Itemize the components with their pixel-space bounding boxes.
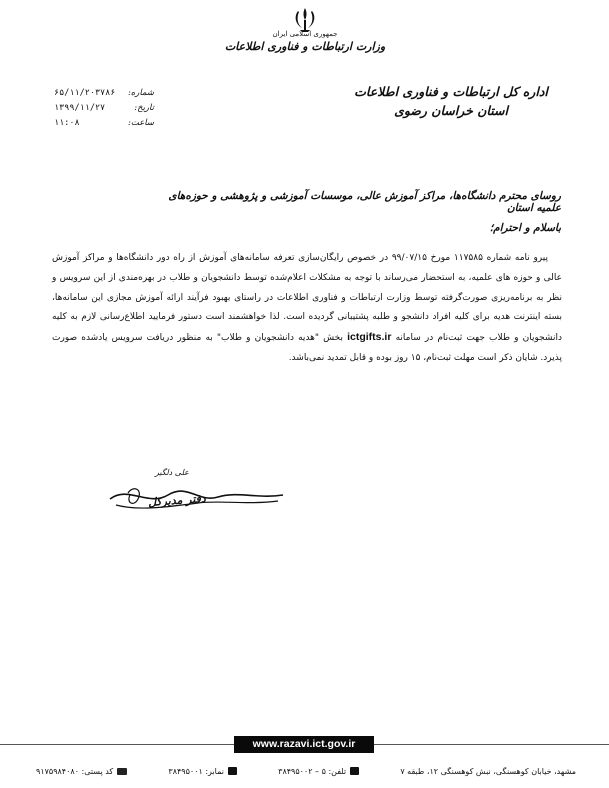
- letter-time-label: ساعت:: [128, 118, 154, 128]
- phone-icon: [350, 767, 359, 775]
- body-text-part1: پیرو نامه شماره ۱۱۷۵۸۵ مورخ ۹۹/۰۷/۱۵ در خصوص رایگان‌سازی تعرفه سامانه‌های آموزش از راه دور دانشگاه‌ها و مراکز آموزش عالی و حوزه های علمیه، به استحضار می‌رساند با توجه به مشکلات اعلام‌شده توسط دانشجویان و طلاب در بهره‌مندی از این سرویس و نظر به برنامه‌ریزی صورت‌گرفته توسط وزارت ارتباطات و فناوری اطلاعات در راستای بهبود فرآیند ارائه آموزش مجازی این سامانه‌ها، بسته اینترنت هدیه برای کلیه افراد دانشجو و طلبه پشتیبانی گردیده است. لذا خواهشمند است دستور فرمایید اطلاع‌رسانی لازم به کلیه دانشجویان و طلاب جهت ثبت‌نام در سامانه: [52, 253, 562, 344]
- letter-meta: [54, 86, 154, 131]
- address-text: مشهد، خیابان کوهسنگی، نبش کوهسنگی ۱۲، طبقه ۷: [400, 766, 576, 776]
- ministry-header: [180, 30, 430, 53]
- footer-fax: [168, 767, 237, 776]
- greeting-line: باسلام و احترام؛: [489, 222, 561, 234]
- envelope-icon: [117, 768, 127, 775]
- ictgifts-link[interactable]: ictgifts.ir: [347, 331, 392, 344]
- footer-contact: [36, 764, 576, 778]
- letter-number-row: [54, 86, 154, 101]
- ministry-name: وزارت ارتباطات و فناوری اطلاعات: [224, 40, 386, 53]
- signatory-title: دفتر مدیرکل: [147, 492, 207, 509]
- body-paragraph: [52, 249, 562, 369]
- signatory-name: علی دلگیر: [155, 468, 189, 477]
- letter-date-label: تاریخ:: [134, 103, 154, 113]
- recipients-line: روسای محترم دانشگاه‌ها، مراکز آموزش عالی، موسسات آموزشی و پژوهشی و حوزه‌های علمیه استان: [168, 190, 561, 214]
- letter-time: ۱۱:۰۸: [54, 118, 80, 128]
- fax-text: نمابر: ۳۸۴۹۵۰۰۱: [168, 766, 224, 776]
- phone-text: تلفن: ۵ – ۳۸۴۹۵۰۰۲: [278, 766, 347, 776]
- office-header: [341, 84, 561, 118]
- letter-number-label: شماره:: [127, 88, 154, 98]
- office-name: اداره کل ارتباطات و فناوری اطلاعات: [354, 84, 548, 99]
- letter-number: ۶۵/۱۱/۲۰۳۷۸۶: [54, 88, 116, 98]
- postal-text: کد پستی: ۹۱۷۵۹۸۴۰۸۰: [36, 766, 114, 776]
- footer-website[interactable]: www.razavi.ict.gov.ir: [234, 736, 374, 753]
- footer-address: [400, 767, 576, 776]
- body-text-part2: بخش "هدیه دانشجویان و طلاب" به منظور دریافت سرویس یادشده صورت پذیرد. شایان ذکر است مهلت ثبت‌نام، ۱۵ روز بوده و قابل تمدید نمی‌باشد.: [52, 333, 562, 363]
- letter-time-row: [54, 116, 154, 131]
- letter-date: ۱۳۹۹/۱۱/۲۷: [54, 103, 106, 113]
- letter-body: [52, 249, 562, 369]
- footer-phone: [278, 767, 359, 776]
- footer-postal: [36, 767, 127, 776]
- fax-icon: [228, 767, 237, 775]
- letter-date-row: [54, 101, 154, 116]
- office-province: استان خراسان رضوی: [394, 103, 508, 118]
- country-name: جمهوری اسلامی ایران: [272, 30, 338, 38]
